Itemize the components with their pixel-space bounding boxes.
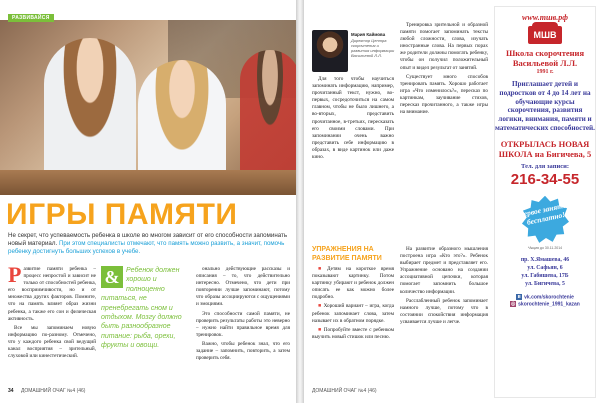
article-lead: [8, 232, 290, 256]
left-column-1: [8, 262, 96, 362]
paragraph: онально действующие рассказы и описания – то, что действительно интересно. Отмечено, что дети при повторении лучше запоминают, потому что образы ассоциируются с ощущениями и эмоциями.: [196, 266, 290, 308]
promo-fine-print: *Акция до 30.11.2014: [527, 245, 563, 250]
drop-cap: Р: [8, 262, 22, 287]
page-gutter: [296, 0, 304, 403]
vk-icon: в: [517, 293, 521, 300]
phone-number[interactable]: 216-34-55: [510, 170, 580, 188]
paragraph: Для того чтобы научиться запоминать информацию, например, прочитанный текст, нужно, во-первых, сосредоточиться на самом главном, чтобы не было лишнего, а во-вторых, представить прочитанное, в-третьих, пересказать его своими словами. При запоминании очень важно представить себе информацию в образах, в виде картинок или даже кино.: [312, 76, 394, 161]
student-figure-3: [240, 50, 296, 190]
page-number: 34: [8, 388, 14, 394]
author-role: Директор Центра скорочтения и развития информации Васильевой Л.Л.: [351, 38, 395, 58]
right-column-2: [400, 22, 488, 118]
author-name: Мария Каймова: [351, 32, 386, 37]
list-item: ■ Хороший вариант – игра, когда ребенок запоминает слова, затем называет их в обратном порядке.: [312, 303, 394, 324]
ad-invitation: Приглашает детей и подростков от 4 до 14 лет на обучающие курсы скорочтения, развития логики, внимания, памяти и математических способностей.: [495, 80, 595, 132]
quote-text: Ребенок должен хорошо и полноценно питаться, не пренебрегать сном и отдыхом. Мозгу должно быть разнообразное питание: рыба, орехи, фрукты и овощи.: [101, 267, 182, 350]
paragraph: На развитие образного мышления построена игра «Кто это?». Ребенок выбирает предмет и представляет его. Упражнение основано на создании ассоциативной цепочки, которая помогает запомнить большое количество информации.: [400, 246, 488, 295]
bullet-icon: ■: [318, 326, 322, 333]
paragraph: Существует много способов тренировать память. Хорошо работает игра «Что изменилось?», пересказ по картинкам, заучивание стихов, пересказ прочитанного, а также игры на внимание.: [400, 73, 488, 116]
paragraph: Все мы запоминаем новую информацию по-разному. Отмечено, что у каждого ребенка свой ведущий канал восприятия – зрительный, слуховой или кинестетический.: [8, 324, 96, 360]
left-column-3: [196, 266, 290, 364]
instagram-icon: ◎: [510, 301, 516, 308]
student-figure-1: [44, 38, 136, 188]
lead-text: Не секрет, что успеваемость ребенка в школе во многом зависит от его способности запоминать новый материал.: [8, 232, 288, 247]
paragraph: азвитие памяти ребенка – процесс непростой и зависит не только от способностей ребенка, его восприимчивости, но и от множества других факторов. Помните, что на память влияет образ жизни ребенка, а также его сон и физическая активность.: [8, 266, 96, 322]
article-title: ИГРЫ ПАМЯТИ: [6, 198, 238, 231]
right-column-3: [400, 246, 488, 328]
desk: [0, 170, 296, 195]
social-links: [495, 294, 595, 309]
address-list: [495, 256, 595, 288]
badge-text: Первое занятие бесплатно!: [517, 199, 571, 227]
address-item: ул. Габишева, 17Б: [521, 272, 569, 279]
right-column-1: [312, 76, 394, 163]
school-logo: МШВ: [528, 26, 562, 44]
new-school-announcement: ОТКРЫЛАСЬ НОВАЯ ШКОЛА на Бигичева, 5: [498, 138, 592, 159]
free-lesson-badge: [515, 196, 575, 244]
left-page: [0, 0, 296, 403]
paragraph: Важно, чтобы ребенок знал, что его задание – запомнить, повторить, а затем проверить себя.: [196, 340, 290, 362]
lead-highlight: При этом специалисты отмечают, что память можно развить, а значит, помочь ребенку достигнуть больших успехов в учебе.: [8, 240, 285, 255]
pull-quote: [101, 266, 191, 376]
exercises-list: [312, 266, 394, 343]
left-footer: [8, 388, 85, 394]
section-rubric: РАЗВИВАЙСЯ: [8, 14, 54, 22]
paragraph: Тренировка зрительной и образной памяти помогает запоминать тексты любой сложности, слова, изучать иностранные слова. На первых порах же родители должны помогать ребенку, чтобы он получил положительный опыт и видел результат от занятий.: [400, 22, 488, 71]
instagram-link[interactable]: ◎ skorochtenie_1991_kazan: [510, 301, 580, 308]
paragraph: Это способности самой памяти, не проверить результаты работы это неверно – нужно найти правильное время для тренировок.: [196, 310, 290, 338]
bullet-icon: ■: [318, 303, 322, 310]
address-item: ул. Сафьян, 6: [527, 264, 563, 271]
hero-photo: [0, 20, 296, 195]
ampersand-icon: &: [101, 266, 123, 288]
bullet-icon: ■: [318, 266, 326, 272]
paragraph: Расслабленный ребенок запоминает намного лучше, потому что в состоянии спокойствия информация усваивается лучше и легче.: [400, 297, 488, 325]
address-item: ул. Бигичева, 5: [525, 280, 565, 287]
phone-label: Тел. для записи:: [520, 162, 569, 170]
magazine-issue: ДОМАШНИЙ ОЧАГ №4 (46): [312, 388, 377, 394]
list-item: ■ Детям на короткое время показывают картинку. Потом картинку убирают и ребенок должен описать ее как можно более подробно.: [312, 266, 394, 301]
right-page: [304, 0, 600, 403]
school-advertisement: [494, 6, 596, 398]
author-photo: [312, 30, 348, 72]
right-footer: [312, 388, 377, 394]
list-item: ■ Попробуйте вместе с ребенком выучить новый стишок или песню.: [312, 326, 394, 340]
school-name: Школа скорочтения Васильевой Л.Л.: [505, 48, 585, 68]
exercises-heading: УПРАЖНЕНИЯ НА РАЗВИТИЕ ПАМЯТИ: [312, 246, 382, 262]
school-year: 1991 г.: [536, 69, 554, 75]
ad-url[interactable]: www.mшв.рф: [522, 13, 568, 22]
vk-link[interactable]: в vk.com/skorochtenie: [517, 293, 574, 301]
magazine-issue: ДОМАШНИЙ ОЧАГ №4 (46): [20, 388, 86, 394]
address-item: пр. Х.Ямашева, 46: [520, 256, 570, 263]
